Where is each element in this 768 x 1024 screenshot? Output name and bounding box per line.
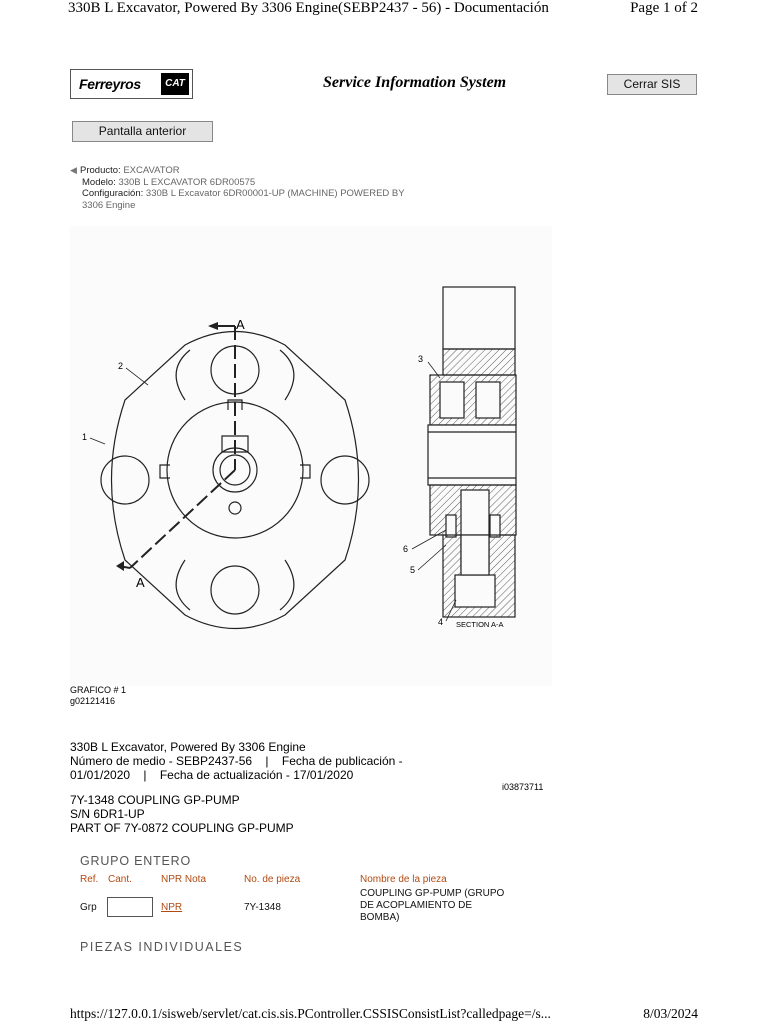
callout-4: 4 [438, 617, 444, 627]
page-number: Page 1 of 2 [630, 0, 698, 16]
group-heading: GRUPO ENTERO [80, 854, 191, 868]
doc-info-line1: 330B L Excavator, Powered By 3306 Engine [70, 740, 306, 754]
section-marker-bottom: A [136, 575, 145, 590]
col-qty: Cant. [108, 874, 132, 885]
modelo-label: Modelo: [82, 176, 116, 188]
part-info [70, 793, 294, 835]
reference-id: i03873711 [502, 782, 544, 792]
part-name-line1: COUPLING GP-PUMP (GRUPO [360, 888, 505, 899]
callout-3: 3 [418, 354, 424, 364]
row-part-name [360, 888, 504, 924]
col-ref: Ref. [80, 874, 99, 885]
row-part-no: 7Y-1348 [244, 902, 281, 913]
col-part-name: Nombre de la pieza [360, 874, 447, 885]
previous-screen-button[interactable]: Pantalla anterior [72, 121, 213, 142]
npr-link[interactable]: NPR [161, 902, 183, 913]
modelo-value: 330B L EXCAVATOR 6DR00575 [118, 176, 256, 188]
doc-info-line2: Número de medio - SEBP2437-56 | Fecha de publicación - [70, 754, 403, 768]
part-line2: S/N 6DR1-UP [70, 807, 145, 821]
config-value: 330B L Excavator 6DR00001-UP (MACHINE) POWERED BY [145, 188, 405, 199]
callout-5: 5 [410, 565, 416, 575]
part-line3: PART OF 7Y-0872 COUPLING GP-PUMP [70, 821, 294, 835]
graphic-label: GRAFICO # 1 [70, 685, 127, 695]
callout-1: 1 [82, 432, 88, 442]
doc-info-line3: 01/01/2020 | Fecha de actualización - 17/01/2020 [70, 768, 354, 782]
callout-2: 2 [118, 361, 124, 371]
row-ref: Grp [80, 902, 97, 913]
quantity-input[interactable] [107, 897, 153, 917]
coupling-diagram [70, 226, 552, 686]
section-label: SECTION A-A [456, 620, 504, 629]
cat-badge: CAT [161, 73, 189, 95]
producto-value: EXCAVATOR [123, 165, 180, 176]
collapse-arrow-icon[interactable]: ◀ [70, 165, 77, 175]
config-value-continued: 3306 Engine [82, 199, 136, 211]
footer-url: https://127.0.0.1/sisweb/servlet/cat.cis.sis.PController.CSSISConsistList?calledpage=/s... [70, 1006, 551, 1021]
footer-date: 8/03/2024 [643, 1006, 698, 1021]
section-marker-top: A [236, 317, 245, 332]
part-name-line3: BOMBA) [360, 912, 400, 923]
product-info [70, 165, 405, 211]
logo-text: Ferreyros [79, 76, 141, 92]
graphic-caption [70, 685, 126, 707]
config-label: Configuración: [82, 188, 144, 199]
system-title: Service Information System [323, 74, 507, 91]
ferreyros-logo [70, 69, 193, 99]
producto-label: Producto: [80, 165, 121, 176]
document-info [70, 740, 403, 782]
col-part-no: No. de pieza [244, 874, 301, 885]
part-name-line2: DE ACOPLAMIENTO DE [360, 900, 473, 911]
close-sis-button[interactable]: Cerrar SIS [607, 74, 697, 95]
callout-6: 6 [403, 544, 409, 554]
col-npr: NPR Nota [161, 874, 207, 885]
part-line1: 7Y-1348 COUPLING GP-PUMP [70, 793, 240, 807]
document-title: 330B L Excavator, Powered By 3306 Engine(SEBP2437 - 56) - Documentación [68, 0, 549, 16]
individual-parts-heading: PIEZAS INDIVIDUALES [80, 940, 244, 954]
graphic-id: g02121416 [70, 696, 116, 706]
